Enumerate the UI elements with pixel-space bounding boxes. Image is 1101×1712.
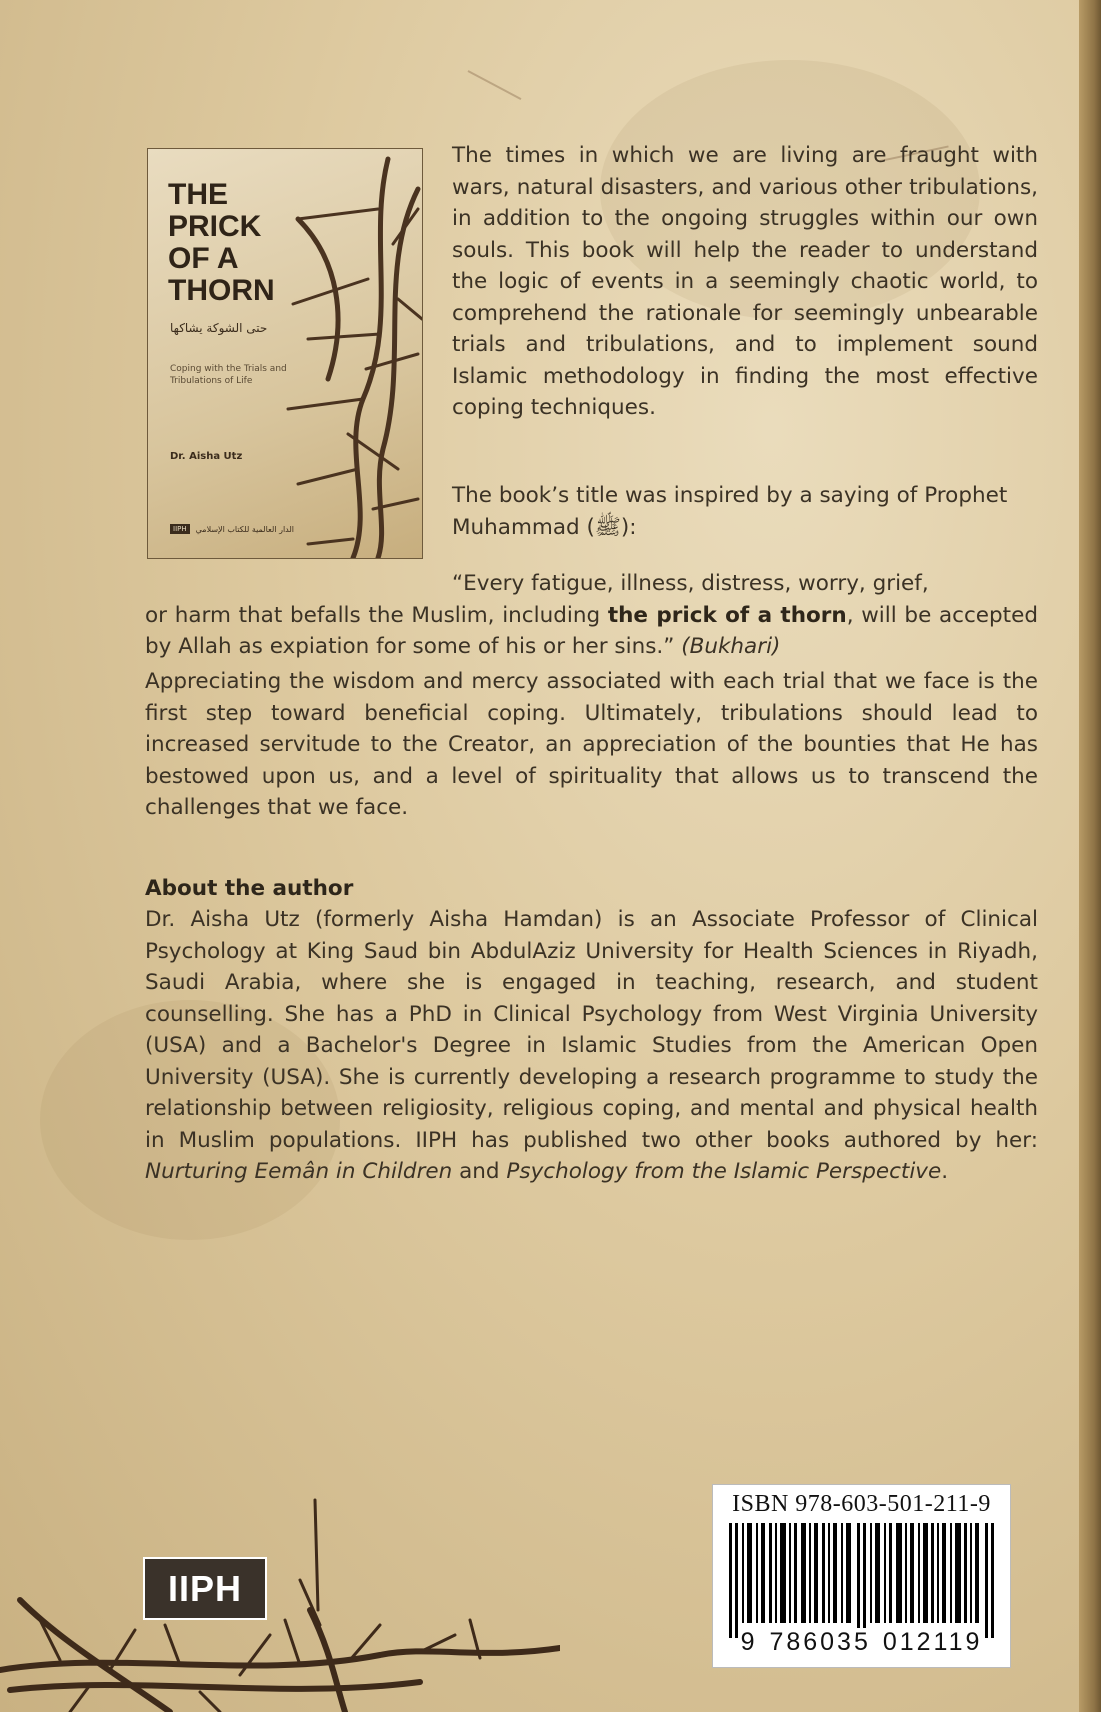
isbn-digits-right: 012119 (882, 1628, 983, 1656)
cover-thumbnail (147, 148, 423, 559)
quote-emphasis: the prick of a thorn (607, 602, 847, 628)
blurb-title-inspiration: The book’s title was inspired by a saying of Prophet Muhammad (ﷺ): (452, 483, 1008, 540)
thorn-branch-decoration (0, 1420, 560, 1712)
about-conjunction: and (459, 1159, 500, 1184)
cover-arabic-title: حتى الشوكة يشاكها (170, 321, 268, 335)
about-author-body: Dr. Aisha Utz (formerly Aisha Hamdan) is an Associate Professor of Clinical Psychology at King Saud bin AbdulAziz University for Health Sciences in Riyadh, Saudi Arabia, where she is engaged in teaching, research, and student counselling. She has a PhD in Clinical Psychology from West Virginia University (USA) and a Bachelor's Degree in Islamic Studies from the American Open University (USA). She is currently developing a research programme to study the relationship between religiosity, religious coping, and mental and physical health in Muslim populations. IIPH has published two other books authored by her: (145, 907, 1038, 1153)
about-end: . (941, 1159, 949, 1184)
paper-scratch (468, 70, 522, 100)
cover-title-line: OF A (168, 242, 239, 275)
cover-title-line: THORN (168, 274, 275, 307)
blurb-appreciation: Appreciating the wisdom and mercy associated with each trial that we face is the first step toward beneficial coping. Ultimately, tribulations should lead to increased servitude to the Creator, an appreciation of the bounties that He has bestowed upon us, and a level of spirituality that allows us to transcend the challenges that we face. (145, 669, 1038, 820)
isbn-barcode-box (712, 1484, 1011, 1668)
quote-line-1: “Every fatigue, illness, distress, worry, grief, (452, 571, 929, 596)
cover-publisher (170, 524, 294, 534)
cover-author: Dr. Aisha Utz (170, 451, 243, 462)
cover-publisher-text: الدار العالمية للكتاب الإسلامي (195, 524, 295, 534)
about-author-text (145, 904, 1038, 1188)
quote-text-end: , will be accepted by Allah as expiation for some of his or her sins.” (145, 602, 1038, 659)
cover-title-line: PRICK (168, 210, 262, 243)
isbn-digit-first: 9 (740, 1628, 758, 1656)
about-author-heading: About the author (145, 876, 354, 901)
book-title-1: Nurturing Eemân in Children (145, 1159, 453, 1184)
cover-title-line: THE (168, 178, 228, 211)
isbn-digits (713, 1628, 1010, 1657)
hadith-quote (145, 568, 1038, 663)
barcode (723, 1523, 1000, 1638)
quote-text: or harm that befalls the Muslim, including (145, 602, 601, 628)
cover-title (168, 179, 275, 307)
cover-publisher-logo: IIPH (170, 524, 190, 534)
isbn-digits-left: 786035 (769, 1628, 871, 1656)
isbn-label: ISBN 978-603-501-211-9 (732, 1491, 991, 1517)
quote-source: (Bukhari) (681, 634, 781, 659)
book-title-2: Psychology from the Islamic Perspective (506, 1159, 942, 1184)
blurb-intro: The times in which we are living are fraught with wars, natural disasters, and various other tribulations, in addition to the ongoing struggles within our own souls. This book will help the reader to understand the logic of events in a seemingly chaotic world, to comprehend the rationale for seemingly unbearable trials and tribulations, and to implement sound Islamic methodology in finding the most effective coping techniques. (452, 143, 1038, 420)
book-spine-edge (1079, 0, 1101, 1712)
publisher-logo: IIPH (143, 1557, 267, 1620)
cover-subtitle: Coping with the Trials and Tribulations of Life (170, 364, 287, 386)
